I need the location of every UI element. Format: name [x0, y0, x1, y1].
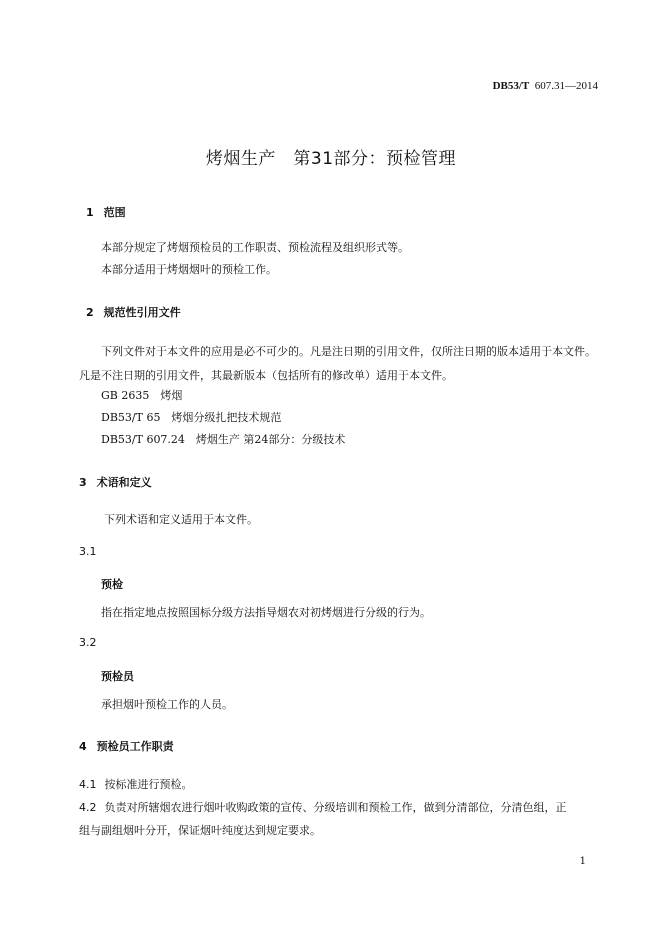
- standard-code-number: 607.31—2014: [534, 80, 598, 92]
- term-name: 预检: [101, 578, 123, 591]
- reference-item-2: DB53/T 65 烤烟分级扎把技术规范: [101, 411, 282, 424]
- term-definition: 承担烟叶预检工作的人员。: [101, 698, 233, 711]
- section-number: 4: [79, 740, 87, 753]
- section-title: 规范性引用文件: [103, 306, 181, 319]
- section-4-heading: [79, 738, 174, 754]
- section-title: 术语和定义: [96, 476, 152, 489]
- section-title: 预检员工作职责: [96, 740, 174, 753]
- clause-text: 负责对所辖烟农进行烟叶收购政策的宣传、分级培训和预检工作，做到分清部位，分清色组，正: [104, 801, 567, 814]
- clause-4-1: [79, 773, 193, 797]
- term-number: 3.1: [79, 545, 97, 558]
- section-1-paragraph-1: 本部分规定了烤烟预检员的工作职责、预检流程及组织形式等。: [101, 241, 409, 254]
- page-number: 1: [579, 856, 586, 867]
- clause-number: 4.2: [79, 801, 97, 814]
- clause-text: 按标准进行预检。: [104, 778, 193, 791]
- clause-4-2-continuation: 组与副组烟叶分开，保证烟叶纯度达到规定要求。: [79, 824, 321, 837]
- term-number: 3.2: [79, 636, 97, 649]
- section-1-paragraph-2: 本部分适用于烤烟烟叶的预检工作。: [101, 263, 277, 276]
- section-title: 范围: [103, 206, 126, 219]
- section-number: 3: [79, 476, 87, 489]
- document-title: 烤烟生产 第31部分：预检管理: [205, 149, 457, 169]
- term-definition: 指在指定地点按照国标分级方法指导烟农对初烤烟进行分级的行为。: [101, 606, 431, 619]
- section-number: 1: [86, 206, 94, 219]
- section-number: 2: [86, 306, 94, 319]
- section-3-heading: [79, 474, 152, 490]
- reference-item-1: GB 2635 烤烟: [101, 389, 183, 402]
- term-name: 预检员: [101, 670, 134, 683]
- section-1-heading: [86, 204, 126, 220]
- clause-number: 4.1: [79, 778, 97, 791]
- standard-code-prefix: DB53/T: [492, 80, 530, 92]
- section-3-paragraph-1: 下列术语和定义适用于本文件。: [104, 513, 258, 526]
- clause-4-2: [79, 796, 567, 820]
- standard-code: [493, 80, 598, 92]
- section-2-paragraph-1: 下列文件对于本文件的应用是必不可少的。凡是注日期的引用文件，仅所注日期的版本适用于本文件。凡是不注日期的引用文件，其最新版本（包括所有的修改单）适用于本文件。: [79, 345, 596, 382]
- section-2-heading: [86, 304, 181, 320]
- reference-item-3: DB53/T 607.24 烤烟生产 第24部分：分级技术: [101, 433, 346, 446]
